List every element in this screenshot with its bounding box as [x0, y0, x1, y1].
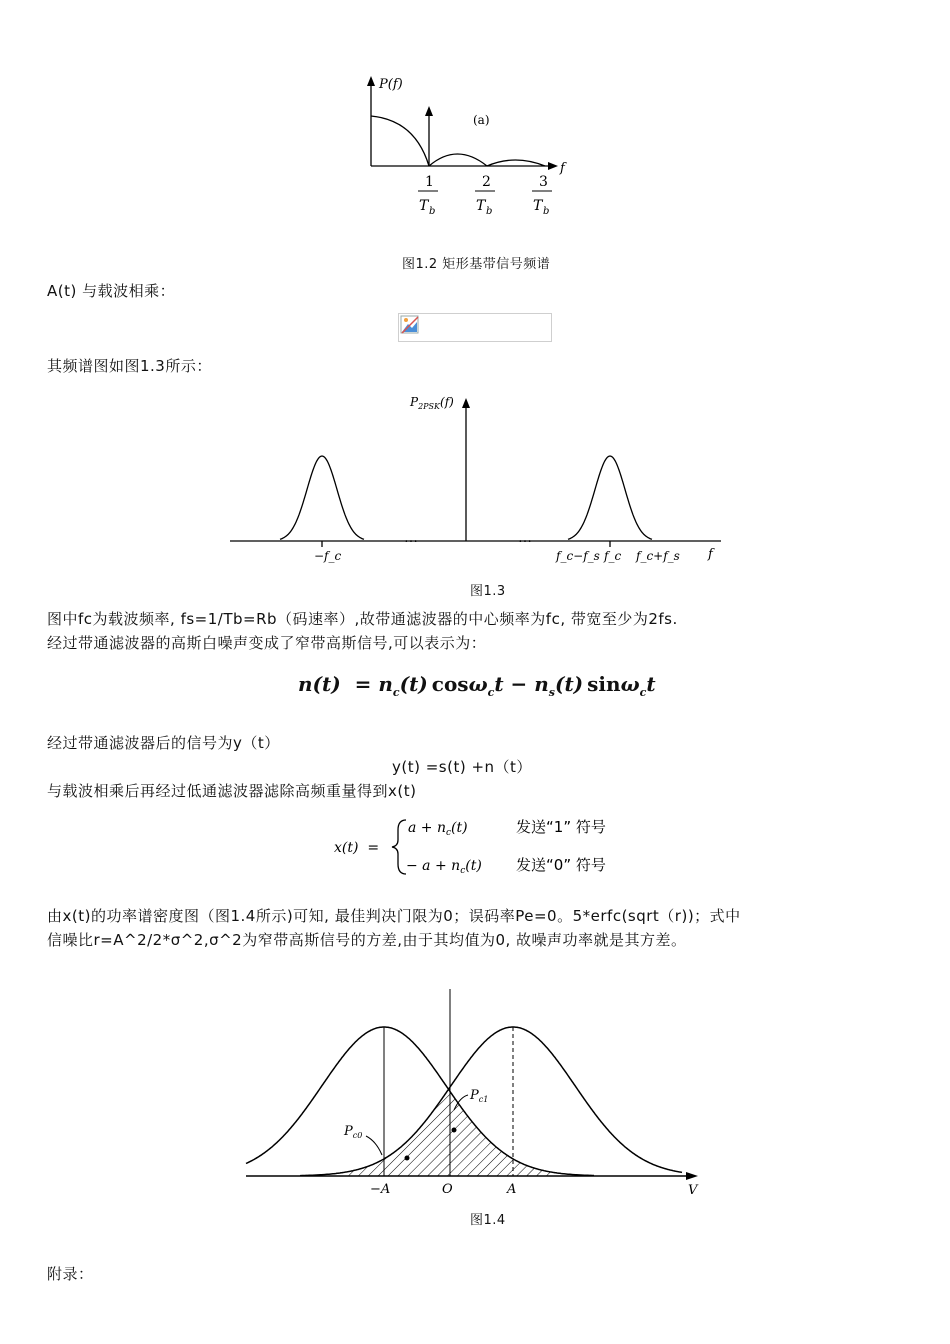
fig14-label-origin: O	[442, 1182, 453, 1197]
fig13-pulse-right	[568, 456, 652, 539]
fig12-ylabel: P(f)	[379, 77, 403, 92]
fig14-label-neg-a: −A	[370, 1182, 391, 1197]
svg-text:1: 1	[425, 174, 434, 190]
fig13-label-neg-fc: −f_c	[314, 549, 342, 563]
fig13-ellipsis-right: …	[518, 530, 532, 546]
svg-text:2: 2	[482, 174, 491, 190]
fig14-pc0-leader	[366, 1136, 382, 1155]
broken-image-placeholder	[398, 313, 552, 342]
eq-x-cond2: 发送“0” 符号	[516, 856, 606, 874]
equation-x-piecewise	[330, 810, 630, 880]
fig13-ellipsis-left: …	[404, 530, 418, 546]
fig14-dot-pc0	[405, 1156, 410, 1161]
fig12-tick-2	[475, 174, 495, 217]
side-lobe-2	[487, 160, 545, 166]
fig14-label-v: V	[688, 1183, 698, 1198]
side-lobe-1	[429, 154, 487, 166]
svg-text:3: 3	[539, 174, 548, 190]
text-fc-description: 图中fc为载波频率, fs=1/Tb=Rb（码速率）,故带通滤波器的中心频率为fc, 带宽至少为2fs.	[47, 610, 678, 628]
text-spectrum-intro: 其频谱图如图1.3所示：	[47, 357, 212, 375]
fig13-label-fc-minus-fs: f_c−f_s	[556, 549, 600, 563]
fig12-xlabel: f	[560, 161, 565, 176]
fig12-label-a: (a)	[473, 113, 490, 127]
text-noise-description: 经过带通滤波器的高斯白噪声变成了窄带高斯信号,可以表示为：	[47, 634, 487, 652]
svg-text:T: T	[419, 198, 429, 214]
fig13-label-f: f	[708, 547, 713, 562]
x-axis-arrow	[548, 162, 558, 170]
main-lobe	[371, 116, 429, 166]
fig14-label-pc1: $P_{c1}$	[470, 1088, 489, 1104]
text-mult-carrier: A(t) 与载波相乘：	[47, 282, 176, 300]
fig13-y-arrow	[462, 398, 470, 408]
eq-x-case1: $a + n_c(t)$	[408, 820, 468, 838]
svg-text:b: b	[543, 206, 550, 217]
figure-1-3	[226, 390, 726, 575]
fig13-label-fc: f_c	[604, 549, 622, 563]
fig12-tick-1	[418, 174, 438, 217]
fig14-label-pc0: $P_{c0}$	[344, 1124, 363, 1140]
fig14-label-a: A	[507, 1182, 517, 1197]
figure-1-4	[242, 985, 712, 1200]
eq-x-case2: − $a + n_c(t)$	[406, 858, 482, 876]
svg-text:T: T	[476, 198, 486, 214]
fig12-tick-3	[532, 174, 552, 217]
fig14-dot-pc1	[452, 1128, 457, 1133]
fig14-caption: 图1.4	[470, 1213, 506, 1228]
fig13-label-fc-plus-fs: f_c+f_s	[636, 549, 680, 563]
eq-x-lhs: x(t) =	[334, 840, 380, 856]
fig13-ylabel: $P_{2PSK}(f)$	[410, 395, 454, 411]
fig13-pulse-left	[280, 456, 364, 539]
svg-text:b: b	[429, 206, 436, 217]
y-axis-arrow	[367, 76, 375, 86]
broken-image-icon	[400, 315, 420, 335]
equation-narrowband-noise: $n(t) = n_c(t) \cos\omega_ct - n_s(t)$ sinω$_c$t	[298, 672, 656, 699]
text-after-lpf: 与载波相乘后再经过低通滤波器滤除高频重量得到x(t)	[47, 782, 417, 800]
svg-text:b: b	[486, 206, 493, 217]
fig12-caption: 图1.2 矩形基带信号频谱	[402, 257, 551, 272]
eq-x-brace	[392, 820, 406, 874]
fig13-caption: 图1.3	[470, 584, 506, 599]
svg-text:T: T	[533, 198, 543, 214]
eq-x-cond1: 发送“1” 符号	[516, 818, 606, 836]
text-psd-line2: 信噪比r=A^2/2*σ^2,σ^2为窄带高斯信号的方差,由于其均值为0, 故噪声功率就是其方差。	[47, 931, 687, 949]
text-after-bpf: 经过带通滤波器后的信号为y（t）	[47, 734, 280, 752]
text-psd-line1: 由x(t)的功率谱密度图（图1.4所示)可知, 最佳判决门限为0；误码率Pe=0。5*erfc(sqrt（r))；式中	[47, 907, 741, 925]
fig14-x-arrow	[686, 1172, 698, 1180]
impulse-arrow	[425, 106, 433, 116]
equation-y: y(t) =s(t) +n（t）	[392, 758, 532, 776]
figure-1-2	[355, 70, 585, 230]
text-appendix: 附录：	[47, 1265, 94, 1283]
